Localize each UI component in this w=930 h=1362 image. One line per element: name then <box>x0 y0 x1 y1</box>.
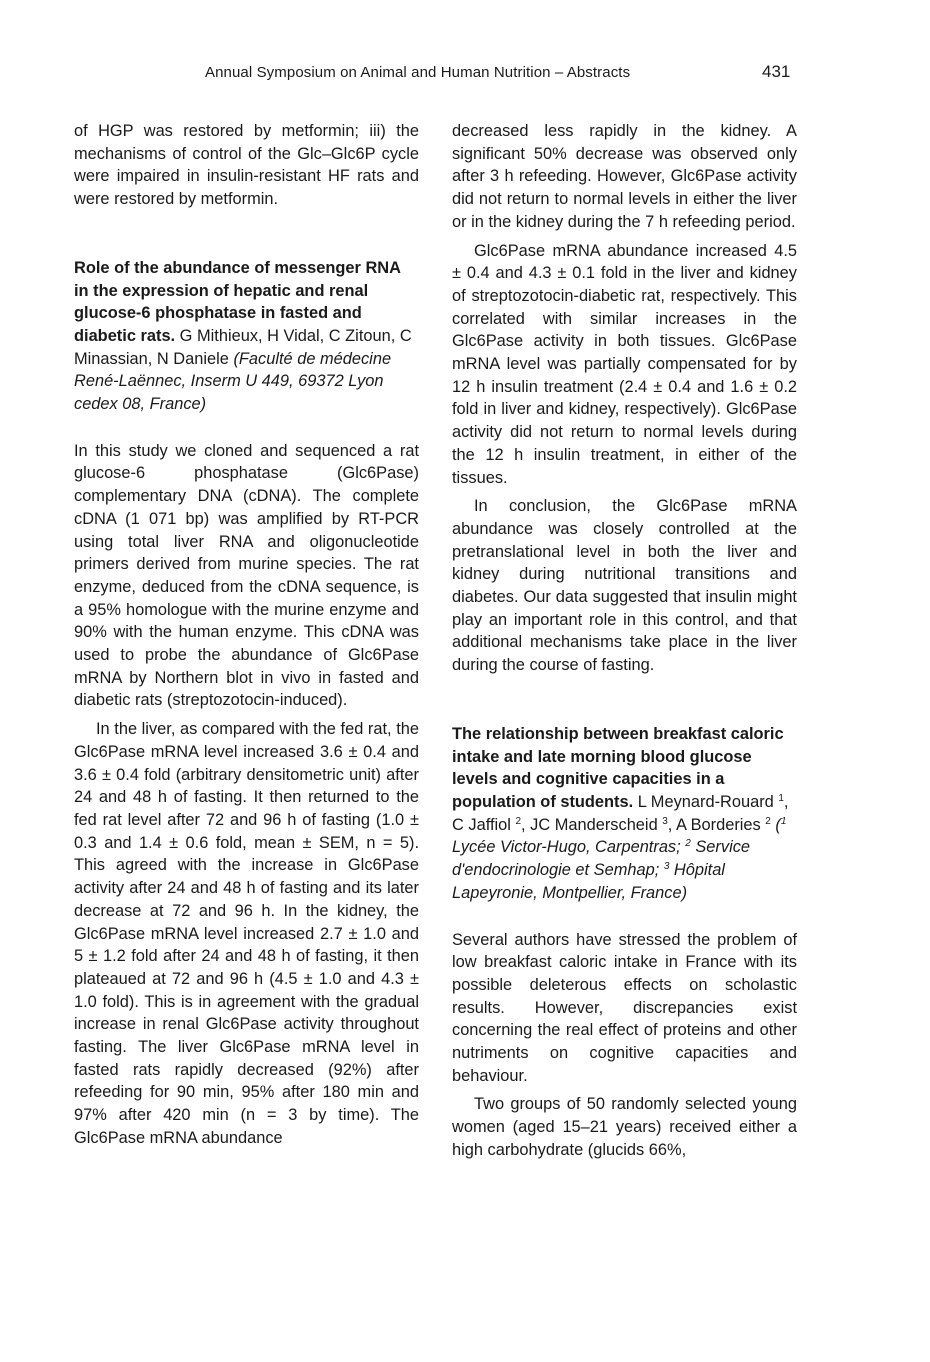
author-superscript: 2 <box>515 815 522 827</box>
author-name: , JC Manderscheid <box>521 815 663 834</box>
abstract-paragraph: Glc6Pase mRNA abundance increased 4.5 ± 0.4 and 4.3 ± 0.1 fold in the liver and kidney of streptozotocin-diabetic rat, respectively. This correlated with similar increases in the Glc6Pase activity in both tissues. Glc6Pase mRNA level was partially compensated for by 12 h insulin treatment (2.4 ± 0.4 and 1.6 ± 0.2 fold in liver and kidney, respectively). Glc6Pase activity did not return to normal levels during the 12 h insulin treatment, in either of the tissues. <box>452 241 797 487</box>
author-superscript: 1 <box>778 792 784 804</box>
affiliation-superscript: 3 <box>663 861 670 873</box>
affiliation-superscript: 2 <box>685 838 691 850</box>
journal-title: Annual Symposium on Animal and Human Nutrition – Abstracts <box>205 64 631 81</box>
running-header <box>0 64 930 88</box>
abstract-title: Role of the abundance of messenger RNA in the expression of hepatic and renal glucose-6 phosphatase in fasted and diabetic rats. <box>74 258 401 345</box>
affiliation-text: Hôpital Lapeyronie, Montpellier, France) <box>452 861 725 902</box>
author-name: , C Jaffiol <box>452 792 789 834</box>
author-superscript: 2 <box>765 815 771 827</box>
abstract-paragraph: Two groups of 50 randomly selected young women (aged 15–21 years) received either a high carbohydrate (glucids 66%, <box>452 1095 797 1159</box>
abstract-paragraph: In the liver, as compared with the fed rat, the Glc6Pase mRNA level increased 3.6 ± 0.4 and 3.6 ± 0.4 fold (arbitrary densitometric unit) after 24 and 48 h of fasting. It then returned to the fed rat level after 72 and 96 h of fasting (1.0 ± 0.3 and 1.4 ± 0.6 fold, mean ± SEM, n = 5). This agreed with the increase in Glc6Pase activity after 24 and 48 h of fasting and its later decrease at 72 and 96 h. In the kidney, the Glc6Pase mRNA level increased 2.7 ± 1.0 and 5 ± 1.2 fold after 24 and 48 h of fasting, it then plateaued at 72 and 96 h (4.5 ± 1.0 and 4.3 ± 1.0 fold). This is in agreement with the gradual increase in renal Glc6Pase activity throughout fasting. The liver Glc6Pase mRNA level in fasted rats rapidly decreased (92%) after refeeding for 90 min, 95% after 180 min and 97% after 420 min (n = 3 by time). The Glc6Pase mRNA abundance <box>74 720 419 1147</box>
author-superscript: 3 <box>662 815 668 827</box>
abstract-heading-1 <box>74 257 419 416</box>
author-name: L Meynard-Rouard <box>633 792 779 811</box>
abstract-paragraph: In this study we cloned and sequenced a rat glucose-6 phosphatase (Glc6Pase) complementary DNA (cDNA). The complete cDNA (1 071 bp) was amplified by RT-PCR using total liver RNA and oligonucleotide primers derived from murine species. The rat enzyme, deduced from the cDNA sequence, is a 95% homologue with the murine enzyme and 90% with the human enzyme. This cDNA was used to probe the abundance of Glc6Pase mRNA by Northern blot in vivo in fasted and diabetic rats (streptozotocin-induced). <box>74 441 419 710</box>
affiliation-superscript: 1 <box>780 815 787 827</box>
author-name: , A Borderies <box>667 815 766 834</box>
affiliation-text: Service d'endocrinologie et Semhap; <box>452 838 751 880</box>
abstract-heading-2 <box>452 723 797 905</box>
abstract-paragraph: decreased less rapidly in the kidney. A significant 50% decrease was observed only after 3 h refeeding. However, Glc6Pase activity did not return to normal levels in either the liver or in the kidney during the 7 h refeeding period. <box>452 122 797 231</box>
continued-paragraph: of HGP was restored by metformin; iii) the mechanisms of control of the Glc–Glc6P cycle were impaired in insulin-resistant HF rats and were restored by metformin. <box>74 122 419 209</box>
abstract-title: The relationship between breakfast caloric intake and late morning blood glucose levels and cognitive capacities in a population of students. <box>452 724 784 811</box>
abstract-authors: G Mithieux, H Vidal, C Zitoun, C Minassian, N Daniele <box>74 326 412 368</box>
left-column <box>74 120 419 1150</box>
abstract-paragraph: In conclusion, the Glc6Pase mRNA abundance was closely controlled at the pretranslational level in both the liver and kidney during nutritional transitions and diabetes. Our data suggested that insulin might play an important role in this control, and that additional mechanisms take place in the liver during the course of fasting. <box>452 497 797 675</box>
affiliation-open: ( <box>770 815 781 834</box>
right-column <box>452 120 797 1162</box>
affiliation-text: Lycée Victor-Hugo, Carpentras; <box>452 838 686 857</box>
abstract-paragraph: Several authors have stressed the problem of low breakfast caloric intake in France with its possible deleterous effects on scholastic results. However, discrepancies exist concerning the real effect of proteins and other nutriments on cognitive capacities and behaviour. <box>452 930 797 1085</box>
abstract-affiliation: (Faculté de médecine René-Laënnec, Inserm U 449, 69372 Lyon cedex 08, France) <box>74 349 392 414</box>
page-number: 431 <box>762 62 791 81</box>
